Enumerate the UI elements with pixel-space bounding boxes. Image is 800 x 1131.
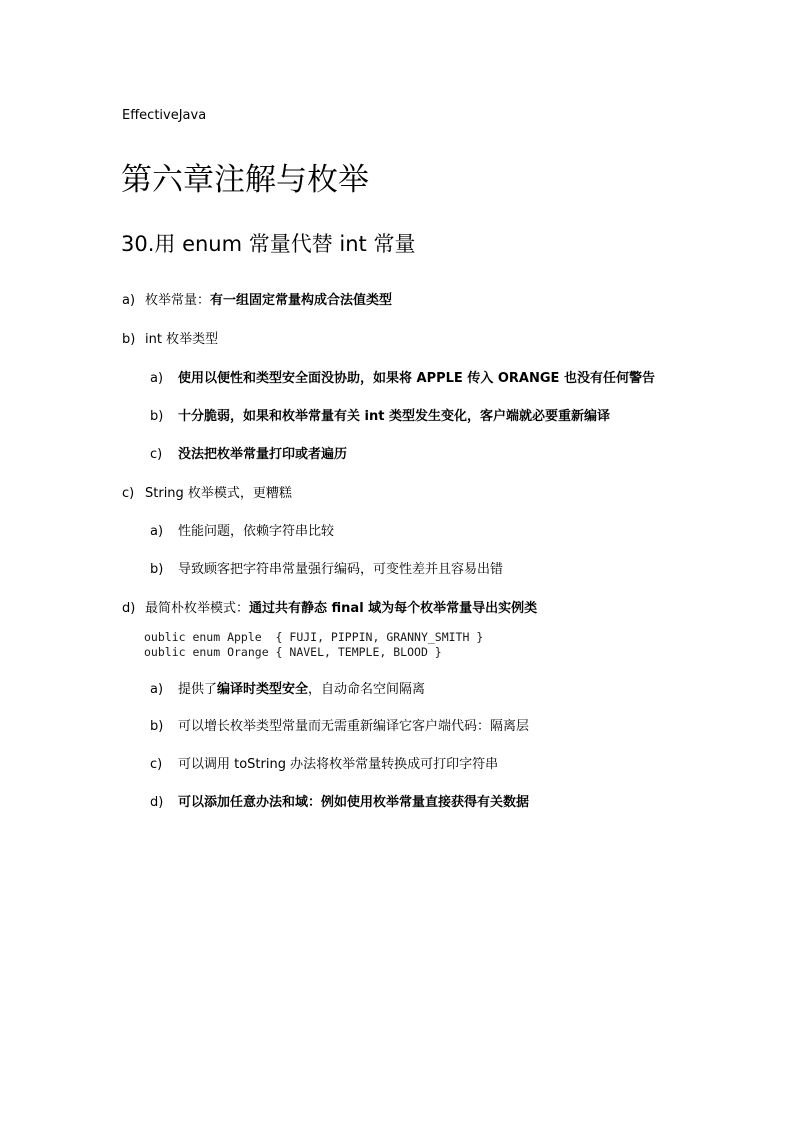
list-marker: b) (122, 332, 136, 347)
item-bold-text: 编译时类型安全 (217, 682, 309, 697)
item-bold-text: 通过共有静态 final 域为每个枚举常量导出实例类 (249, 601, 538, 616)
list-item-text (145, 600, 537, 618)
list-marker: c) (150, 757, 163, 772)
list-item-text: 导致顾客把字符串常量强行编码，可变性差并且容易出错 (178, 562, 504, 577)
list-item-text: 可以添加任意办法和域：例如使用枚举常量直接获得有关数据 (178, 795, 530, 810)
list-marker: a) (150, 524, 164, 539)
list-item-text: 性能问题，依赖字符串比较 (178, 524, 335, 539)
chapter-title: 第六章注解与枚举 (121, 162, 369, 198)
code-line: oublic enum Apple { FUJI, PIPPIN, GRANNY_SMITH } (144, 630, 484, 644)
list-item-text: 可以增长枚举类型常量而无需重新编译它客户端代码：隔离层 (178, 719, 530, 734)
list-marker: c) (122, 486, 135, 501)
list-marker: b) (150, 719, 164, 734)
code-line: oublic enum Orange { NAVEL, TEMPLE, BLOOD } (144, 645, 442, 659)
section-title: 30.用 enum 常量代替 int 常量 (121, 232, 416, 256)
list-item-text: 十分脆弱，如果和枚举常量有关 int 类型发生变化，客户端就必要重新编译 (178, 409, 610, 424)
item-lead-text: 最简朴枚举模式： (145, 601, 250, 616)
document-header: EffectiveJava (122, 108, 207, 123)
list-marker: a) (150, 682, 164, 697)
code-snippet (144, 630, 483, 660)
list-item-text: String 枚举模式，更糟糕 (145, 486, 292, 501)
list-marker: a) (150, 371, 164, 386)
list-marker: d) (150, 795, 164, 810)
list-marker: b) (150, 562, 164, 577)
item-bold-text: 有一组固定常量构成合法值类型 (210, 293, 393, 308)
list-item-text: 使用以便性和类型安全面没协助，如果将 APPLE 传入 ORANGE 也没有任何警告 (178, 371, 655, 386)
item-lead-text: 提供了 (178, 682, 218, 697)
list-item-text (178, 681, 425, 699)
item-tail-text: ，自动命名空间隔离 (308, 682, 426, 697)
list-item-text (145, 292, 392, 310)
list-item-text: 没法把枚举常量打印或者遍历 (178, 447, 348, 462)
list-marker: a) (122, 293, 136, 308)
list-marker: b) (150, 409, 164, 424)
list-item-text: int 枚举类型 (145, 332, 219, 347)
list-marker: c) (150, 447, 163, 462)
item-lead-text: 枚举常量： (145, 293, 211, 308)
list-item-text: 可以调用 toString 办法将枚举常量转换成可打印字符串 (178, 757, 499, 772)
list-marker: d) (122, 601, 136, 616)
